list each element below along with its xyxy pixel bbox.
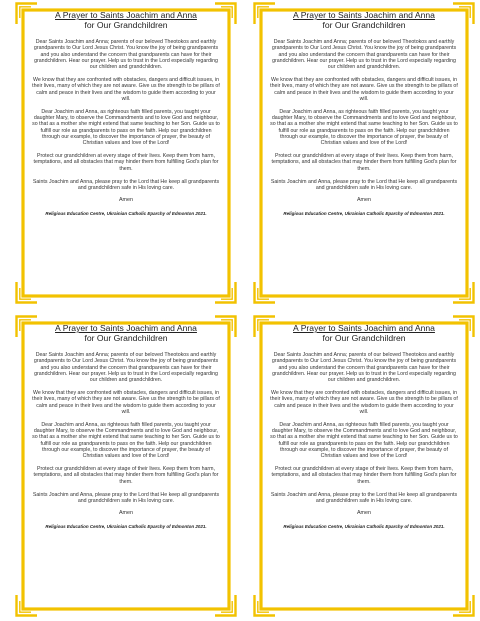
prayer-title-line-1: A Prayer to Saints Joachim and Anna (55, 323, 197, 333)
prayer-paragraph: Saints Joachim and Anna, please pray to the Lord that He keep all grandparents and grandchildren safe in His loving care. (32, 178, 220, 191)
prayer-paragraph: Saints Joachim and Anna, please pray to the Lord that He keep all grandparents and grandchildren safe in His loving care. (270, 178, 458, 191)
prayer-paragraph: We know that they are confronted with obstacles, dangers and difficult issues, in their lives, many of which they are not aware. Give us the strength to be pillars of calm and peace in their lives and the wisdom to guide them according to your will. (32, 390, 220, 416)
prayer-title-line-1: A Prayer to Saints Joachim and Anna (293, 323, 435, 333)
prayer-paragraph: Saints Joachim and Anna, please pray to the Lord that He keep all grandparents and grandchildren safe in His loving care. (270, 491, 458, 504)
prayer-paragraph: Dear Joachim and Anna, as righteous faith filled parents, you taught your daughter Mary, to observe the Commandments and to love God and neighbour, so that as a mother she might extend that same teaching to her Son. Guide us to fulfill our role as grandparents to pass on the faith. Help our grandchildren through our example, to discover the importance of prayer, the beauty of Christian values and love of the Lord! (270, 108, 458, 147)
prayer-card (253, 2, 475, 304)
prayer-title (270, 324, 458, 343)
prayer-title-line-1: A Prayer to Saints Joachim and Anna (293, 10, 435, 20)
prayer-paragraph: Dear Saints Joachim and Anna; parents of our beloved Theotokos and earthly grandparents to Our Lord Jesus Christ. You know the joy of being grandparents and you also understand the concern that grandparents can have for their grandchildren. Hear our prayer. Help us to trust in the Lord especially regarding our children and grandchildren. (33, 352, 219, 384)
credit-footer: Religious Education Centre, Ukrainian Catholic Eparchy of Edmonton 2021. (45, 524, 207, 530)
prayer-title-line-1: A Prayer to Saints Joachim and Anna (55, 10, 197, 20)
amen-text: Amen (118, 510, 134, 517)
prayer-paragraph: Dear Saints Joachim and Anna; parents of our beloved Theotokos and earthly grandparents to Our Lord Jesus Christ. You know the joy of being grandparents and you also understand the concern that grandparents can have for their grandchildren. Hear our prayer. Help us to trust in the Lord especially regarding our children and grandchildren. (33, 39, 219, 71)
prayer-paragraph: Saints Joachim and Anna, please pray to the Lord that He keep all grandparents and grandchildren safe in His loving care. (32, 491, 220, 504)
prayer-title-line-2: for Our Grandchildren (322, 19, 406, 30)
prayer-paragraph: We know that they are confronted with obstacles, dangers and difficult issues, in their lives, many of which they are not aware. Give us the strength to be pillars of calm and peace in their lives and the wisdom to guide them according to your will. (270, 390, 458, 416)
prayer-paragraph: Dear Joachim and Anna, as righteous faith filled parents, you taught your daughter Mary, to observe the Commandments and to love God and neighbour, so that as a mother she might extend that same teaching to her Son. Guide us to fulfill our role as grandparents to pass on the faith. Help our grandchildren through our example, to discover the importance of prayer, the beauty of Christian values and love of the Lord! (32, 421, 220, 460)
prayer-card (253, 315, 475, 617)
prayer-paragraph: Dear Joachim and Anna, as righteous faith filled parents, you taught your daughter Mary, to observe the Commandments and to love God and neighbour, so that as a mother she might extend that same teaching to her Son. Guide us to fulfill our role as grandparents to pass on the faith. Help our grandchildren through our example, to discover the importance of prayer, the beauty of Christian values and love of the Lord! (270, 421, 458, 460)
prayer-content (32, 11, 220, 296)
prayer-paragraph: We know that they are confronted with obstacles, dangers and difficult issues, in their lives, many of which they are not aware. Give us the strength to be pillars of calm and peace in their lives and the wisdom to guide them according to your will. (270, 77, 458, 103)
amen-text: Amen (356, 197, 372, 204)
prayer-paragraph: Protect our grandchildren at every stage of their lives. Keep them from harm, temptations, and all obstacles that may hinder them from fulfilling God’s plan for them. (33, 466, 219, 485)
prayer-paragraph: Protect our grandchildren at every stage of their lives. Keep them from harm, temptations, and all obstacles that may hinder them from fulfilling God’s plan for them. (33, 153, 219, 172)
prayer-title (32, 11, 220, 30)
prayer-title-line-2: for Our Grandchildren (322, 332, 406, 343)
prayer-title-line-2: for Our Grandchildren (84, 19, 168, 30)
credit-footer: Religious Education Centre, Ukrainian Catholic Eparchy of Edmonton 2021. (283, 211, 445, 217)
prayer-card (15, 315, 237, 617)
prayer-title-line-2: for Our Grandchildren (84, 332, 168, 343)
prayer-paragraph: Dear Saints Joachim and Anna; parents of our beloved Theotokos and earthly grandparents to Our Lord Jesus Christ. You know the joy of being grandparents and you also understand the concern that grandparents can have for their grandchildren. Hear our prayer. Help us to trust in the Lord especially regarding our children and grandchildren. (271, 39, 457, 71)
prayer-content (270, 11, 458, 296)
prayer-paragraph: Dear Joachim and Anna, as righteous faith filled parents, you taught your daughter Mary, to observe the Commandments and to love God and neighbour, so that as a mother she might extend that same teaching to her Son. Guide us to fulfill our role as grandparents to pass on the faith. Help our grandchildren through our example, to discover the importance of prayer, the beauty of Christian values and love of the Lord! (32, 108, 220, 147)
prayer-paragraph: Protect our grandchildren at every stage of their lives. Keep them from harm, temptations, and all obstacles that may hinder them from fulfilling God’s plan for them. (271, 153, 457, 172)
prayer-paragraph: We know that they are confronted with obstacles, dangers and difficult issues, in their lives, many of which they are not aware. Give us the strength to be pillars of calm and peace in their lives and the wisdom to guide them according to your will. (32, 77, 220, 103)
credit-footer: Religious Education Centre, Ukrainian Catholic Eparchy of Edmonton 2021. (283, 524, 445, 530)
prayer-paragraph: Dear Saints Joachim and Anna; parents of our beloved Theotokos and earthly grandparents to Our Lord Jesus Christ. You know the joy of being grandparents and you also understand the concern that grandparents can have for their grandchildren. Hear our prayer. Help us to trust in the Lord especially regarding our children and grandchildren. (271, 352, 457, 384)
prayer-content (32, 324, 220, 609)
credit-footer: Religious Education Centre, Ukrainian Catholic Eparchy of Edmonton 2021. (45, 211, 207, 217)
prayer-content (270, 324, 458, 609)
prayer-title (32, 324, 220, 343)
amen-text: Amen (356, 510, 372, 517)
prayer-title (270, 11, 458, 30)
prayer-card (15, 2, 237, 304)
amen-text: Amen (118, 197, 134, 204)
prayer-paragraph: Protect our grandchildren at every stage of their lives. Keep them from harm, temptations, and all obstacles that may hinder them from fulfilling God’s plan for them. (271, 466, 457, 485)
